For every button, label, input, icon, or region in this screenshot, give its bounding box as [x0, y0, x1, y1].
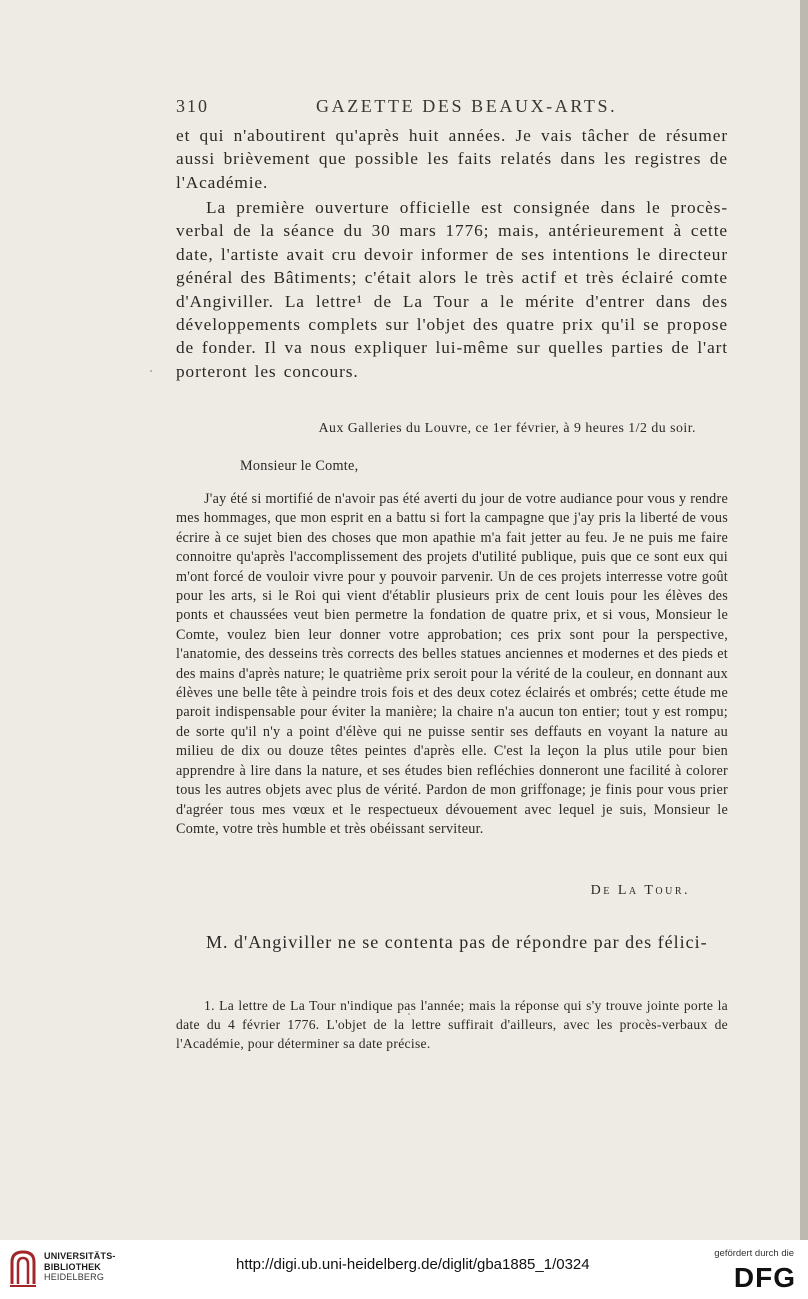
letter-signature: De La Tour. — [590, 883, 690, 898]
university-library-logo-icon — [8, 1248, 38, 1288]
digitization-footer — [0, 1240, 808, 1299]
letter-dateline: Aux Galleries du Louvre, ce 1er février, à 9 heures 1/2 du soir. — [318, 420, 696, 435]
library-name-line3: HEIDELBERG — [44, 1272, 105, 1282]
body-paragraph-1: et qui n'aboutirent qu'après huit années. Je vais tâcher de résumer aussi brièvement que possible les faits relatés dans les registres de l'Académie. — [176, 126, 728, 192]
footnote: 1. La lettre de La Tour n'indique pas l'année; mais la réponse qui s'y trouve jointe porte la date du 4 février 1776. L'objet de la lettre suffirait d'ailleurs, avec les procès-verbaux de l'Académie, pour déterminer sa date précise. — [176, 998, 728, 1051]
dfg-logo: DFG — [733, 1262, 796, 1293]
funded-by-label: gefördert durch die — [714, 1248, 794, 1259]
scan-speck — [408, 1013, 410, 1015]
permalink-url[interactable]: http://digi.ub.uni-heidelberg.de/diglit/gba1885_1/0324 — [236, 1256, 590, 1273]
body-paragraph-3: M. d'Angiviller ne se contenta pas de répondre par des félici- — [206, 932, 708, 952]
running-header — [176, 96, 728, 118]
library-name-line1: UNIVERSITÄTS- — [44, 1251, 116, 1261]
body-paragraph-2: La première ouverture officielle est consignée dans le procès-verbal de la séance du 30 mars 1776; mais, antérieurement à cette date, l'artiste avait cru devoir informer de ses intentions le directeur général des Bâtiments; c'était alors le très actif et très éclairé comte d'Angiviller. La lettre¹ de La Tour a le mérite d'entrer dans des développements complets sur l'objet des quatre prix qu'il se propose de fonder. Il va nous expliquer lui-même sur quelles parties de l'art porteront les concours. — [176, 198, 728, 381]
library-name-line2: BIBLIOTHEK — [44, 1261, 101, 1272]
letter-salutation: Monsieur le Comte, — [240, 458, 359, 474]
page-number: 310 — [176, 96, 209, 116]
letter-text: J'ay été si mortifié de n'avoir pas été averti du jour de votre audiance pour vous y rendre mes hommages, que mon esprit en a battu si fort la campagne que j'ay pris la liberté de vous écrire à ce sujet bien des choses que mon apathie m'a fait jetter au feu. Je ne puis me faire connoitre qu'après l'accomplissement des projets d'utilité publique, puis que ce sont eux qui m'ont forcé de vouloir vivre pour y pouvoir parvenir. Un de ces projets interresse votre goût pour les arts, si le Roi qui vient d'établir plusieurs prix de cent louis pour les élèves des ponts et chaussées veut bien permetre la fondation de quatre prix, et si vous, Monsieur le Comte, voulez bien leur donner votre approbation; ces prix sont pour la perspective, l'anatomie, des desseins très corrects des belles statues anciennes et modernes et des pieds et des mains d'après nature; le quatrième prix seroit pour la vérité de la couleur, en donnant aux élèves une belle tête à peindre trois fois et des deux cotez éclairés et ombrés; cette étude me paroit indispensable pour éviter la manière; la chaire n'a aucun ton entier; tout y est rompu; de sorte qu'il n'y a point d'élève qui ne puisse sentir ses deffauts en voyant la nature au milieu de dix ou douze têtes peintes d'après elle. C'est la leçon la plus utile pour bien apprendre à lire dans la nature, et ses études bien refléchies donneront une facilité à colorer tous les autres objets avec plus de vérité. Pardon de mon griffonage; je finis pour vous prier d'agréer tous mes vœux et le respectueux dévouement avec lequel je suis, Monsieur le Comte, votre très humble et très obéissant serviteur. — [176, 491, 728, 837]
scan-speck — [150, 370, 152, 372]
running-title: GAZETTE DES BEAUX-ARTS. — [316, 96, 618, 116]
library-name — [44, 1251, 116, 1283]
